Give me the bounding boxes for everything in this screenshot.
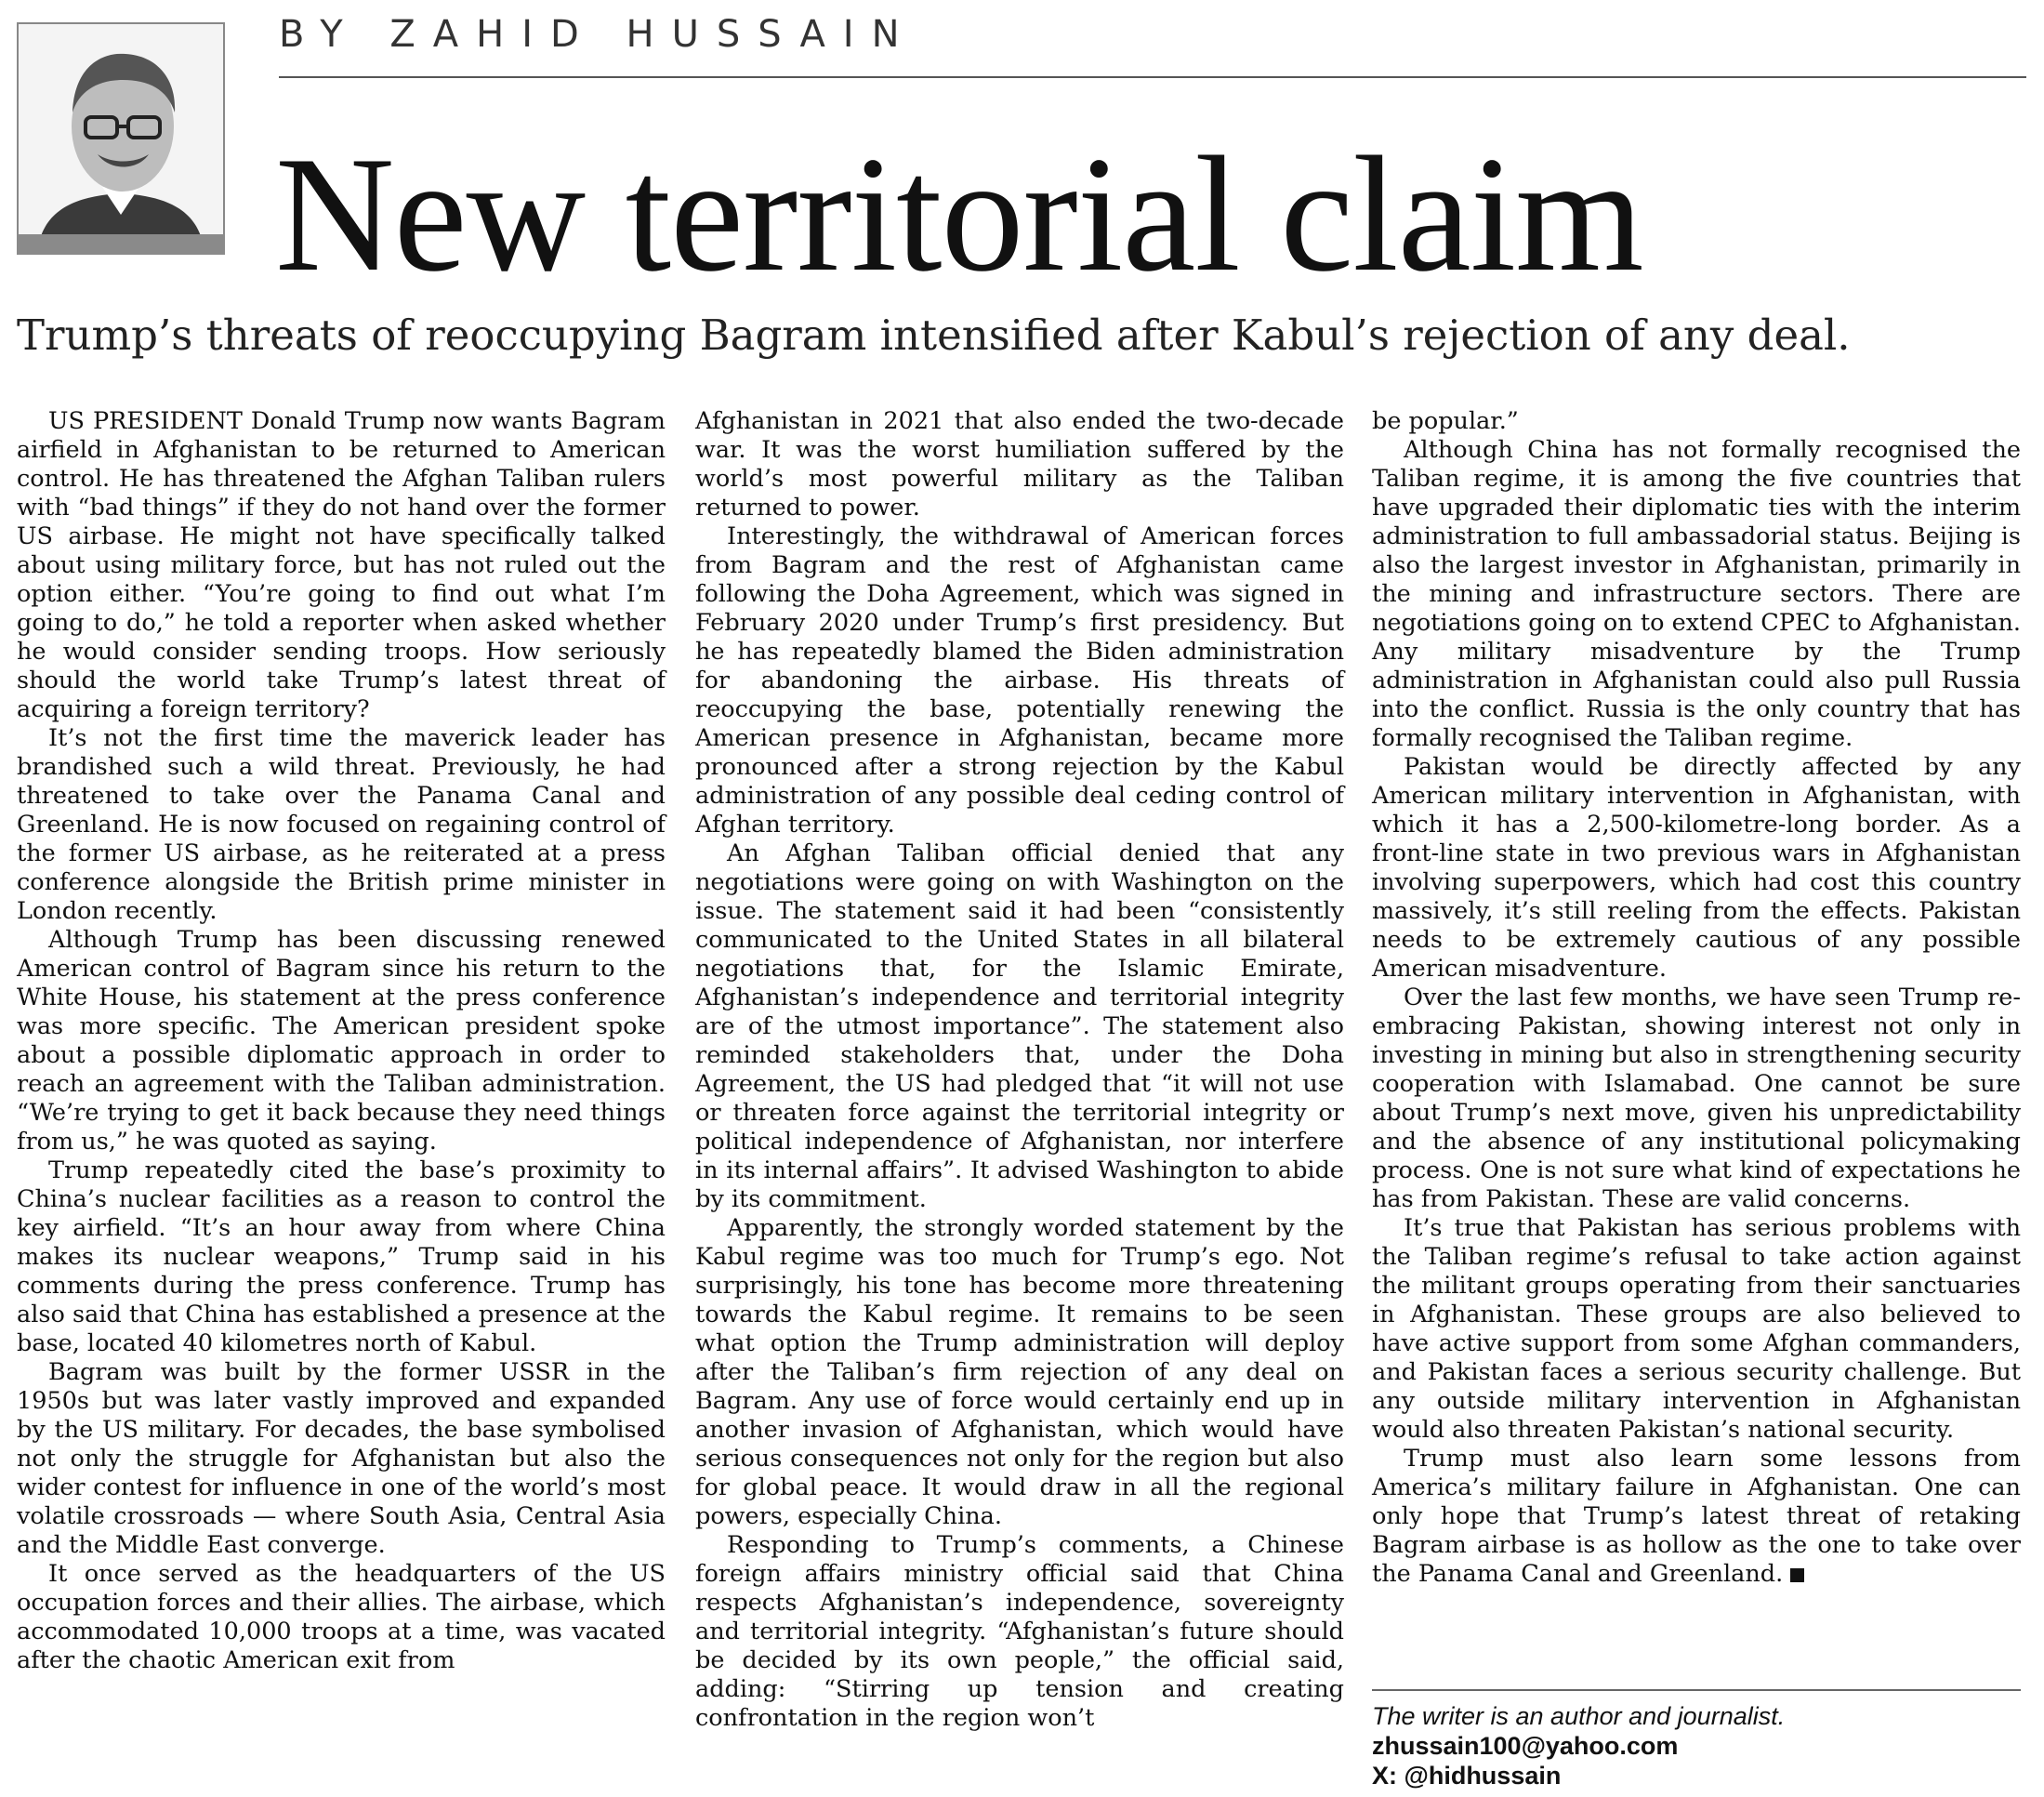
paragraph: Responding to Trump’s comments, a Chinese foreign affairs ministry official said that China respects Afghanistan’s independence, sovereignty and territorial integrity. “Afghanistan’s future should be decided by its own people,” the official said, adding: “Stirring up tension and creating confrontation in the region won’t — [695, 1531, 1344, 1732]
paragraph: An Afghan Taliban official denied that any negotiations were going on with Washington on the issue. The statement said it had been “consistently communicated to the United States in all bilateral negotiations that, for the Islamic Emirate, Afghanistan’s independence and territorial integrity are of the utmost importance”. The statement also reminded stakeholders that, under the Doha Agreement, the US had pledged that “it will not use or threaten force against the territorial integrity or political independence of Afghanistan, nor interfere in its internal affairs”. It advised Washington to abide by its commitment. — [695, 839, 1344, 1213]
subheadline: Trump’s threats of reoccupying Bagram intensified after Kabul’s rejection of any deal. — [17, 311, 1851, 360]
end-mark-icon — [1790, 1568, 1804, 1582]
paragraph: Over the last few months, we have seen Trump re-embracing Pakistan, showing interest not only in investing in mining but also in strengthening security cooperation with Islamabad. One cannot be sure about Trump’s next move, given his unpredictability and the absence of any institutional policymaking process. One is not sure what kind of expectations he has from Pakistan. These are valid concerns. — [1372, 984, 2021, 1213]
byline: BY ZAHID HUSSAIN — [279, 13, 917, 56]
author-social: X: @hidhussain — [1372, 1762, 1562, 1790]
paragraph: be popular.” — [1372, 407, 1519, 435]
article-column-3 — [1372, 407, 2021, 1589]
author-email: zhussain100@yahoo.com — [1372, 1732, 1679, 1760]
paragraph: Afghanistan in 2021 that also ended the two-decade war. It was the worst humiliation suffered by the world’s most powerful military as the Taliban returned to power. — [695, 407, 1344, 522]
final-paragraph-text: Trump must also learn some lessons from America’s military failure in Afghanistan. One can only hope that Trump’s latest threat of retaking Bagram airbase is as hollow as the one to take over the Panama Canal and Greenland. — [1372, 1445, 2021, 1588]
byline-divider — [279, 76, 2026, 78]
paragraph: Pakistan would be directly affected by any American military intervention in Afghanistan, with which it has a 2,500-kilometre-long border. As a front-line state in two previous wars in Afghanistan involving superpowers, which had cost this country massively, it’s still reeling from the effects. Pakistan needs to be extremely cautious of any possible American misadventure. — [1372, 753, 2021, 983]
paragraph: It once served as the headquarters of the US occupation forces and their allies. The airbase, which accommodated 10,000 troops at a time, was vacated after the chaotic American exit from — [17, 1560, 666, 1674]
paragraph: Apparently, the strongly worded statement by the Kabul regime was too much for Trump’s ego. Not surprisingly, his tone has become more threatening towards the Kabul regime. It remains to be seen what option the Trump administration will deploy after the Taliban’s firm rejection of any deal on Bagram. Any use of force would certainly end up in another invasion of Afghanistan, which would have serious consequences not only for the region but also for global peace. It would draw in all the regional powers, especially China. — [695, 1214, 1344, 1530]
paragraph: US PRESIDENT Donald Trump now wants Bagram airfield in Afghanistan to be returned to American control. He has threatened the Afghan Taliban rulers with “bad things” if they do not hand over the former US airbase. He might not have specifically talked about using military force, but has not ruled out the option either. “You’re going to find out what I’m going to do,” he told a reporter when asked whether he would consider sending troops. How seriously should the world take Trump’s latest threat of acquiring a foreign territory? — [17, 407, 666, 723]
paragraph: It’s true that Pakistan has serious problems with the Taliban regime’s refusal to take action against the militant groups operating from their sanctuaries in Afghanistan. These groups are also believed to have active support from some Afghan commanders, and Pakistan faces a serious security challenge. But any outside military intervention in Afghanistan would also threaten Pakistan’s national security. — [1372, 1214, 2021, 1444]
article-column-1 — [17, 407, 666, 1675]
photo-caption-bar — [17, 234, 225, 255]
paragraph: Although Trump has been discussing renewed American control of Bagram since his return to the White House, his statement at the press conference was more specific. The American president spoke about a possible diplomatic approach in order to reach an agreement with the Taliban administration. “We’re trying to get it back because they need things from us,” he was quoted as saying. — [17, 926, 666, 1156]
headline: New territorial claim — [275, 122, 1643, 306]
paragraph: It’s not the first time the maverick leader has brandished such a wild threat. Previously, he had threatened to take over the Panama Canal and Greenland. He is now focused on regaining control of the former US airbase, as he reiterated at a press conference alongside the British prime minister in London recently. — [17, 724, 666, 925]
article-column-2 — [695, 407, 1344, 1733]
author-footer — [1372, 1701, 2021, 1790]
paragraph-final — [1372, 1445, 2021, 1589]
paragraph: Bagram was built by the former USSR in the 1950s but was later vastly improved and expanded by the US military. For decades, the base symbolised not only the struggle for Afghanistan but also the wider contest for influence in one of the world’s most volatile crossroads — where South Asia, Central Asia and the Middle East converge. — [17, 1358, 666, 1559]
footer-divider — [1372, 1689, 2021, 1691]
author-note: The writer is an author and journalist. — [1372, 1702, 1786, 1730]
paragraph: Interestingly, the withdrawal of American forces from Bagram and the rest of Afghanistan came following the Doha Agreement, which was signed in February 2020 under Trump’s first presidency. But he has repeatedly blamed the Biden administration for abandoning the airbase. His threats of reoccupying the base, potentially renewing the American presence in Afghanistan, became more pronounced after a strong rejection by the Kabul administration of any possible deal ceding control of Afghan territory. — [695, 522, 1344, 839]
author-photo — [17, 22, 225, 255]
paragraph: Although China has not formally recognised the Taliban regime, it is among the five countries that have upgraded their diplomatic ties with the interim administration to full ambassadorial status. Beijing is also the largest investor in Afghanistan, primarily in the mining and infrastructure sectors. There are negotiations going on to extend CPEC to Afghanistan. Any military misadventure by the Trump administration in Afghanistan could also pull Russia into the conflict. Russia is the only country that has formally recognised the Taliban regime. — [1372, 436, 2021, 752]
paragraph: Trump repeatedly cited the base’s proximity to China’s nuclear facilities as a reason to control the key airfield. “It’s an hour away from where China makes its nuclear weapons,” Trump said in his comments during the press conference. Trump has also said that China has established a presence at the base, located 40 kilometres north of Kabul. — [17, 1156, 666, 1357]
author-portrait-icon — [19, 24, 223, 253]
